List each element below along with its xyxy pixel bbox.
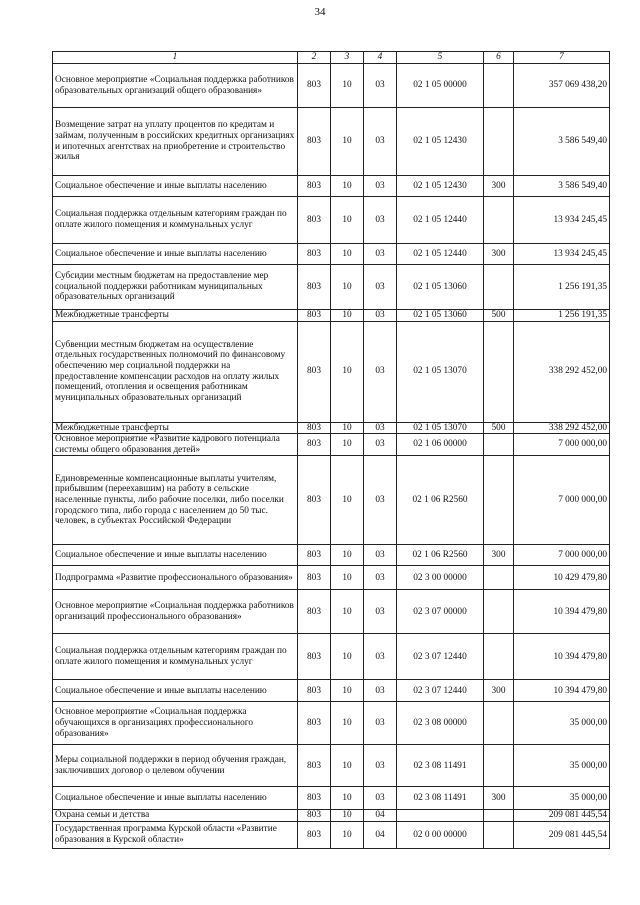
row-section: 10 (331, 197, 364, 244)
row-ministry: 803 (298, 265, 331, 310)
row-name: Подпрограмма «Развитие профессионального образования» (53, 566, 298, 590)
row-name: Межбюджетные трансферты (53, 310, 298, 322)
row-expense-type: 500 (484, 422, 514, 434)
row-section: 10 (331, 566, 364, 590)
row-subsection: 03 (364, 787, 397, 810)
row-subsection: 03 (364, 680, 397, 702)
row-amount: 10 394 479,80 (514, 680, 610, 702)
row-target-article: 02 3 08 11491 (397, 745, 484, 787)
table-row (53, 64, 610, 108)
page-number: 34 (314, 6, 326, 18)
table-row (53, 680, 610, 702)
table-row (53, 244, 610, 265)
row-expense-type (484, 821, 514, 848)
row-amount: 7 000 000,00 (514, 456, 610, 545)
row-section: 10 (331, 176, 364, 197)
row-name: Социальное обеспечение и иные выплаты населению (53, 787, 298, 810)
row-section: 10 (331, 680, 364, 702)
row-subsection: 03 (364, 634, 397, 680)
row-ministry: 803 (298, 810, 331, 822)
row-ministry: 803 (298, 197, 331, 244)
row-amount: 10 429 479,80 (514, 566, 610, 590)
table-row (53, 176, 610, 197)
row-section: 10 (331, 787, 364, 810)
row-ministry: 803 (298, 321, 331, 422)
col-header-name: 1 (53, 52, 298, 64)
row-target-article: 02 1 06 00000 (397, 434, 484, 456)
row-ministry: 803 (298, 680, 331, 702)
row-expense-type (484, 810, 514, 822)
row-name: Субвенции местным бюджетам на осуществление отдельных государственных полномочий по финансовому обеспечению мер социальной поддержки на предоставление компенсации расходов на оплату жилых помещений, отопления и освещения работникам муниципальных образовательных организаций (53, 321, 298, 422)
row-expense-type: 500 (484, 310, 514, 322)
row-section: 10 (331, 64, 364, 108)
row-expense-type: 300 (484, 545, 514, 566)
row-amount: 338 292 452,00 (514, 422, 610, 434)
row-amount: 1 256 191,35 (514, 265, 610, 310)
row-amount: 13 934 245,45 (514, 197, 610, 244)
row-target-article: 02 1 05 12430 (397, 176, 484, 197)
row-ministry: 803 (298, 434, 331, 456)
row-target-article: 02 3 00 00000 (397, 566, 484, 590)
row-subsection: 03 (364, 176, 397, 197)
row-expense-type: 300 (484, 244, 514, 265)
row-section: 10 (331, 810, 364, 822)
row-target-article: 02 1 05 12430 (397, 108, 484, 176)
row-section: 10 (331, 244, 364, 265)
row-section: 10 (331, 702, 364, 745)
row-section: 10 (331, 821, 364, 848)
row-ministry: 803 (298, 787, 331, 810)
row-target-article: 02 3 07 12440 (397, 634, 484, 680)
row-amount: 35 000,00 (514, 787, 610, 810)
row-target-article: 02 3 07 00000 (397, 590, 484, 634)
row-target-article: 02 1 05 13060 (397, 310, 484, 322)
table-row (53, 310, 610, 322)
table-body (53, 64, 610, 849)
row-expense-type (484, 590, 514, 634)
row-section: 10 (331, 108, 364, 176)
row-ministry: 803 (298, 108, 331, 176)
row-section: 10 (331, 310, 364, 322)
row-section: 10 (331, 590, 364, 634)
row-amount: 3 586 549,40 (514, 176, 610, 197)
row-expense-type (484, 634, 514, 680)
row-subsection: 03 (364, 321, 397, 422)
row-expense-type (484, 108, 514, 176)
row-target-article (397, 810, 484, 822)
row-subsection: 03 (364, 108, 397, 176)
row-name: Социальное обеспечение и иные выплаты населению (53, 680, 298, 702)
row-amount: 209 081 445,54 (514, 821, 610, 848)
row-amount: 7 000 000,00 (514, 545, 610, 566)
row-subsection: 03 (364, 745, 397, 787)
row-name: Социальное обеспечение и иные выплаты населению (53, 545, 298, 566)
row-target-article: 02 3 08 11491 (397, 787, 484, 810)
row-section: 10 (331, 456, 364, 545)
col-header-subsection: 4 (364, 52, 397, 64)
table-row (53, 787, 610, 810)
row-ministry: 803 (298, 176, 331, 197)
row-ministry: 803 (298, 64, 331, 108)
row-amount: 357 069 438,20 (514, 64, 610, 108)
row-section: 10 (331, 321, 364, 422)
table-row (53, 634, 610, 680)
row-ministry: 803 (298, 821, 331, 848)
row-ministry: 803 (298, 310, 331, 322)
col-header-expense-type: 6 (484, 52, 514, 64)
row-target-article: 02 1 05 13070 (397, 422, 484, 434)
row-amount: 10 394 479,80 (514, 634, 610, 680)
row-section: 10 (331, 545, 364, 566)
row-ministry: 803 (298, 244, 331, 265)
row-subsection: 03 (364, 197, 397, 244)
row-subsection: 03 (364, 702, 397, 745)
row-expense-type: 300 (484, 176, 514, 197)
row-subsection: 04 (364, 810, 397, 822)
row-ministry: 803 (298, 745, 331, 787)
row-name: Социальная поддержка отдельным категориям граждан по оплате жилого помещения и коммунальных услуг (53, 197, 298, 244)
row-section: 10 (331, 745, 364, 787)
row-name: Социальное обеспечение и иные выплаты населению (53, 176, 298, 197)
row-target-article: 02 3 07 12440 (397, 680, 484, 702)
row-target-article: 02 1 06 R2560 (397, 456, 484, 545)
row-expense-type (484, 321, 514, 422)
table-row (53, 422, 610, 434)
col-header-amount: 7 (514, 52, 610, 64)
table-row (53, 821, 610, 848)
row-amount: 35 000,00 (514, 745, 610, 787)
row-name: Основное мероприятие «Развитие кадрового потенциала системы общего образования детей» (53, 434, 298, 456)
row-amount: 338 292 452,00 (514, 321, 610, 422)
row-target-article: 02 1 05 12440 (397, 244, 484, 265)
budget-table (52, 51, 610, 849)
row-target-article: 02 3 08 00000 (397, 702, 484, 745)
row-ministry: 803 (298, 566, 331, 590)
row-target-article: 02 1 05 00000 (397, 64, 484, 108)
row-target-article: 02 0 00 00000 (397, 821, 484, 848)
col-header-target-article: 5 (397, 52, 484, 64)
row-expense-type (484, 456, 514, 545)
row-amount: 1 256 191,35 (514, 310, 610, 322)
row-subsection: 03 (364, 456, 397, 545)
row-expense-type (484, 745, 514, 787)
row-section: 10 (331, 634, 364, 680)
row-subsection: 03 (364, 566, 397, 590)
row-subsection: 03 (364, 434, 397, 456)
table-row (53, 434, 610, 456)
row-name: Межбюджетные трансферты (53, 422, 298, 434)
table-row (53, 810, 610, 822)
row-amount: 3 586 549,40 (514, 108, 610, 176)
row-expense-type (484, 197, 514, 244)
row-name: Единовременные компенсационные выплаты учителям, прибывшим (переехавшим) на работу в сельские населенные пункты, либо рабочие поселки, либо поселки городского типа, либо города с населением до 50 тыс. человек, в субъектах Российской Федерации (53, 456, 298, 545)
row-amount: 209 081 445,54 (514, 810, 610, 822)
row-name: Меры социальной поддержки в период обучения граждан, заключивших договор о целевом обучении (53, 745, 298, 787)
table-row (53, 590, 610, 634)
row-ministry: 803 (298, 456, 331, 545)
column-number-row (53, 52, 610, 64)
row-expense-type (484, 566, 514, 590)
row-section: 10 (331, 422, 364, 434)
table-row (53, 456, 610, 545)
row-subsection: 03 (364, 265, 397, 310)
row-subsection: 03 (364, 64, 397, 108)
row-name: Основное мероприятие «Социальная поддержка работников организаций профессионального образования» (53, 590, 298, 634)
row-ministry: 803 (298, 545, 331, 566)
row-ministry: 803 (298, 702, 331, 745)
col-header-section: 3 (331, 52, 364, 64)
row-expense-type (484, 434, 514, 456)
row-name: Субсидии местным бюджетам на предоставление мер социальной поддержки работникам муниципальных образовательных организаций (53, 265, 298, 310)
table-row (53, 108, 610, 176)
table-row (53, 702, 610, 745)
row-expense-type (484, 702, 514, 745)
col-header-ministry: 2 (298, 52, 331, 64)
row-ministry: 803 (298, 590, 331, 634)
row-subsection: 03 (364, 422, 397, 434)
table-row (53, 745, 610, 787)
row-subsection: 03 (364, 310, 397, 322)
row-section: 10 (331, 434, 364, 456)
row-expense-type (484, 265, 514, 310)
row-name: Основное мероприятие «Социальная поддержка обучающихся в организациях профессионального образования» (53, 702, 298, 745)
row-ministry: 803 (298, 422, 331, 434)
row-name: Основное мероприятие «Социальная поддержка работников образовательных организаций общего образования» (53, 64, 298, 108)
row-target-article: 02 1 05 12440 (397, 197, 484, 244)
row-section: 10 (331, 265, 364, 310)
row-name: Возмещение затрат на уплату процентов по кредитам и займам, полученным в российских кредитных организациях и ипотечных агентствах на приобретение и строительство жилья (53, 108, 298, 176)
row-amount: 7 000 000,00 (514, 434, 610, 456)
row-amount: 35 000,00 (514, 702, 610, 745)
table-row (53, 265, 610, 310)
row-target-article: 02 1 05 13070 (397, 321, 484, 422)
row-name: Социальное обеспечение и иные выплаты населению (53, 244, 298, 265)
row-subsection: 03 (364, 590, 397, 634)
row-target-article: 02 1 05 13060 (397, 265, 484, 310)
row-name: Социальная поддержка отдельным категориям граждан по оплате жилого помещения и коммунальных услуг (53, 634, 298, 680)
row-expense-type: 300 (484, 787, 514, 810)
table-row (53, 321, 610, 422)
row-subsection: 03 (364, 244, 397, 265)
table-row (53, 197, 610, 244)
row-subsection: 04 (364, 821, 397, 848)
row-name: Охрана семьи и детства (53, 810, 298, 822)
row-expense-type: 300 (484, 680, 514, 702)
row-target-article: 02 1 06 R2560 (397, 545, 484, 566)
row-ministry: 803 (298, 634, 331, 680)
row-subsection: 03 (364, 545, 397, 566)
row-expense-type (484, 64, 514, 108)
table-row (53, 566, 610, 590)
row-name: Государственная программа Курской области «Развитие образования в Курской области» (53, 821, 298, 848)
row-amount: 13 934 245,45 (514, 244, 610, 265)
row-amount: 10 394 479,80 (514, 590, 610, 634)
table-row (53, 545, 610, 566)
